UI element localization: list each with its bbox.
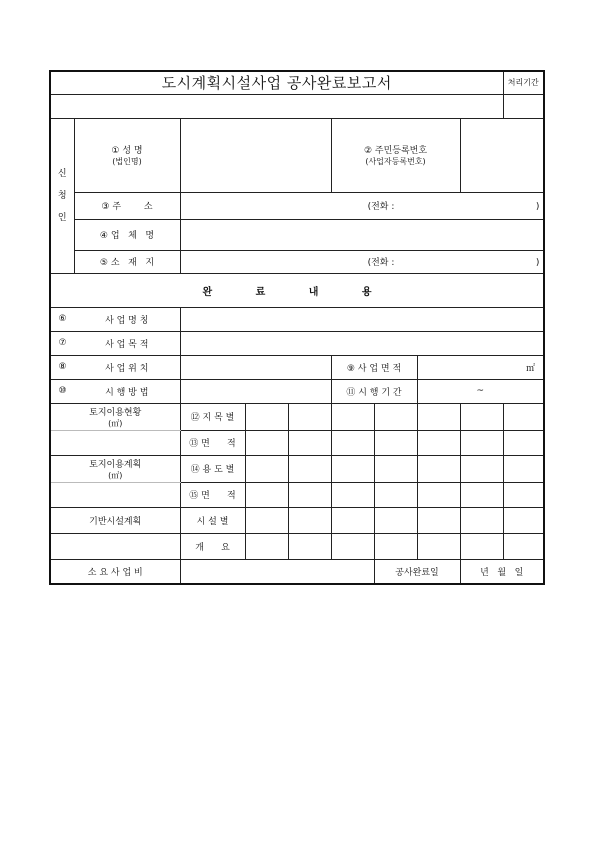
- land-use-plan-blank: [50, 482, 180, 507]
- id-field[interactable]: [460, 118, 544, 192]
- by-use-label: ⑭ 용 도 별: [180, 455, 245, 482]
- grid-cell[interactable]: [245, 403, 288, 430]
- grid-cell[interactable]: [331, 533, 374, 559]
- grid-cell[interactable]: [417, 533, 460, 559]
- grid-cell[interactable]: [503, 507, 544, 533]
- processing-period-label: 처리기간: [503, 71, 544, 94]
- land-use-plan-unit: (㎡): [108, 470, 123, 480]
- grid-cell[interactable]: [331, 403, 374, 430]
- grid-cell[interactable]: [417, 482, 460, 507]
- project-area-label: ⑨ 사 업 면 적: [331, 355, 417, 379]
- project-purpose-label: 사 업 목 적: [74, 331, 180, 355]
- grid-cell[interactable]: [460, 430, 503, 455]
- project-purpose-field[interactable]: [180, 331, 544, 355]
- phone-close-1: ): [535, 202, 540, 212]
- period-separator: ~: [476, 386, 485, 396]
- grid-cell[interactable]: [417, 430, 460, 455]
- grid-cell[interactable]: [374, 507, 417, 533]
- id-label: ② 주민등록번호: [363, 146, 428, 156]
- grid-cell[interactable]: [331, 455, 374, 482]
- land-use-current-unit: (㎡): [108, 418, 123, 428]
- grid-cell[interactable]: [374, 482, 417, 507]
- grid-cell[interactable]: [460, 507, 503, 533]
- project-name-label: 사 업 명 칭: [74, 307, 180, 331]
- project-location-field[interactable]: [180, 355, 331, 379]
- applicant-label-char-2: 청: [57, 190, 67, 201]
- location-label: ⑤ 소 재 지: [74, 250, 180, 273]
- grid-cell[interactable]: [245, 482, 288, 507]
- number-7: ⑦: [50, 331, 74, 355]
- grid-cell[interactable]: [331, 482, 374, 507]
- blank-row: [50, 94, 503, 118]
- project-location-label: 사 업 위 치: [74, 355, 180, 379]
- phone-label-2: (전화 :: [367, 258, 395, 268]
- execution-method-field[interactable]: [180, 379, 331, 403]
- area-label-15: ⑮ 면 적: [180, 482, 245, 507]
- completion-date-label: 공사완료일: [374, 559, 460, 584]
- company-field[interactable]: [180, 219, 544, 250]
- number-10: ⑩: [50, 379, 74, 403]
- phone-close-2: ): [535, 258, 540, 268]
- grid-cell[interactable]: [245, 507, 288, 533]
- grid-cell[interactable]: [245, 455, 288, 482]
- execution-period-field[interactable]: [417, 379, 544, 403]
- grid-cell[interactable]: [460, 482, 503, 507]
- land-use-current-blank: [50, 430, 180, 455]
- name-sublabel: (법인명): [112, 157, 142, 166]
- grid-cell[interactable]: [417, 507, 460, 533]
- grid-cell[interactable]: [331, 507, 374, 533]
- form-title: 도시계획시설사업 공사완료보고서: [50, 71, 503, 94]
- infra-plan-blank: [50, 533, 180, 559]
- grid-cell[interactable]: [245, 430, 288, 455]
- infra-plan-label: 기반시설계획: [50, 507, 180, 533]
- land-use-plan-label-cell: [50, 455, 180, 482]
- completion-date-field[interactable]: 년 월 일: [460, 559, 544, 584]
- applicant-label-char-1: 신: [57, 168, 67, 179]
- number-6: ⑥: [50, 307, 74, 331]
- name-field[interactable]: [180, 118, 331, 192]
- grid-cell[interactable]: [331, 430, 374, 455]
- grid-cell[interactable]: [503, 482, 544, 507]
- project-area-field[interactable]: [417, 355, 544, 379]
- land-use-plan-label: 토지이용계획: [89, 459, 142, 470]
- address-field[interactable]: [180, 192, 544, 219]
- processing-period-value[interactable]: [503, 94, 544, 118]
- id-label-cell: [331, 118, 460, 192]
- grid-cell[interactable]: [460, 455, 503, 482]
- grid-cell[interactable]: [503, 403, 544, 430]
- id-sublabel: (사업자등록번호): [365, 157, 426, 166]
- grid-cell[interactable]: [288, 482, 331, 507]
- project-cost-field[interactable]: [180, 559, 374, 584]
- company-label: ④ 업 체 명: [74, 219, 180, 250]
- grid-cell[interactable]: [374, 403, 417, 430]
- location-field[interactable]: [180, 250, 544, 273]
- grid-cell[interactable]: [288, 403, 331, 430]
- number-8: ⑧: [50, 355, 74, 379]
- project-cost-label: 소 요 사 업 비: [50, 559, 180, 584]
- grid-cell[interactable]: [503, 430, 544, 455]
- land-use-current-label: 토지이용현황: [89, 407, 142, 418]
- grid-cell[interactable]: [288, 533, 331, 559]
- by-facility-label: 시 설 별: [180, 507, 245, 533]
- grid-cell[interactable]: [245, 533, 288, 559]
- project-name-field[interactable]: [180, 307, 544, 331]
- land-use-current-label-cell: [50, 403, 180, 430]
- execution-method-label: 시 행 방 법: [74, 379, 180, 403]
- name-label-cell: [74, 118, 180, 192]
- name-label: ① 성 명: [111, 146, 143, 156]
- form-table: [49, 70, 545, 585]
- grid-cell[interactable]: [460, 403, 503, 430]
- address-label: ③ 주 소: [74, 192, 180, 219]
- grid-cell[interactable]: [503, 533, 544, 559]
- grid-cell[interactable]: [374, 455, 417, 482]
- grid-cell[interactable]: [374, 430, 417, 455]
- grid-cell[interactable]: [460, 533, 503, 559]
- execution-period-label: ⑪ 시 행 기 간: [331, 379, 417, 403]
- area-label-13: ⑬ 면 적: [180, 430, 245, 455]
- by-category-label: ⑫ 지 목 별: [180, 403, 245, 430]
- grid-cell[interactable]: [503, 455, 544, 482]
- grid-cell[interactable]: [288, 507, 331, 533]
- completion-report-form: [49, 70, 543, 585]
- area-unit: ㎡: [526, 363, 536, 374]
- summary-label: 개 요: [180, 533, 245, 559]
- grid-cell[interactable]: [417, 403, 460, 430]
- grid-cell[interactable]: [288, 430, 331, 455]
- applicant-label-char-3: 인: [57, 212, 67, 223]
- phone-label-1: (전화 :: [367, 202, 395, 212]
- completion-heading: 완 료 내 용: [50, 273, 544, 307]
- applicant-label: [50, 118, 74, 273]
- grid-cell[interactable]: [417, 455, 460, 482]
- grid-cell[interactable]: [288, 455, 331, 482]
- grid-cell[interactable]: [374, 533, 417, 559]
